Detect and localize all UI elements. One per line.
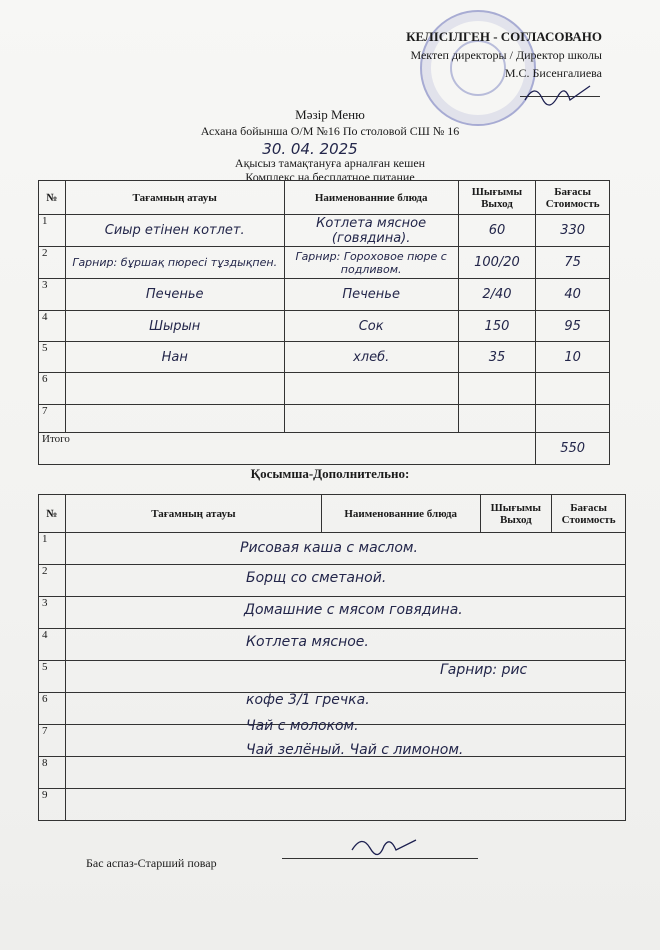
menu-date: 30. 04. 2025: [262, 140, 358, 158]
table-row: 3: [39, 597, 626, 629]
col-name-kz: Тағамның атауы: [65, 495, 321, 533]
col-price: Бағасы Стоимость: [552, 495, 626, 533]
table-row: 6: [39, 693, 626, 725]
add-item-7: Чай с молоком.: [246, 718, 359, 734]
menu-title: Мәзір Меню: [295, 107, 365, 122]
table-row: 3 Печенье Печенье 2/40 40: [39, 279, 610, 311]
director-signature: [520, 78, 600, 108]
table-row: 1 Сиыр етінен котлет. Котлета мясное (говядина). 60 330: [39, 215, 610, 247]
col-price: Бағасы Стоимость: [536, 181, 610, 215]
table-row: 7: [39, 725, 626, 757]
chef-signature: [350, 830, 420, 860]
additional-title: Қосымша-Дополнительно:: [250, 466, 410, 481]
add-item-1: Рисовая каша с маслом.: [240, 540, 418, 556]
table-row: 1: [39, 533, 626, 565]
col-number: №: [39, 495, 66, 533]
add-item-2: Борщ со сметаной.: [246, 570, 387, 586]
approval-block: [406, 28, 602, 82]
add-item-3: Домашние с мясом говядина.: [244, 602, 463, 618]
add-item-5: Гарнир: рис: [440, 662, 528, 678]
approval-position: Мектеп директоры / Директор школы: [410, 48, 602, 62]
add-item-6: кофе 3/1 гречка.: [246, 692, 370, 708]
col-number: №: [39, 181, 66, 215]
table-row: 2 Гарнир: бұршақ пюресі тұздықпен. Гарнир: Гороховое пюре с подливом. 100/20 75: [39, 247, 610, 279]
col-output: Шығымы Выход: [458, 181, 536, 215]
canteen-line: Асхана бойынша О/М №16 По столовой СШ № 16: [200, 124, 460, 138]
table-row: 9: [39, 789, 626, 821]
table-row: 4 Шырын Сок 150 95: [39, 311, 610, 342]
col-name-kz: Тағамның атауы: [65, 181, 284, 215]
table-row: 6: [39, 373, 610, 405]
col-output: Шығымы Выход: [480, 495, 552, 533]
table-row: 4: [39, 629, 626, 661]
table-row: 5 Нан хлеб. 35 10: [39, 342, 610, 373]
total-row: [39, 433, 610, 465]
approval-name: М.С. Бисенгалиева: [504, 66, 602, 80]
complex-kz: Ақысыз тамақтануға арналған кешен: [234, 156, 426, 170]
footer-chef-label: Бас аспаз-Старший повар: [86, 856, 217, 870]
col-name-ru: Наименованние блюда: [321, 495, 480, 533]
table-row: 5: [39, 661, 626, 693]
total-label: Итого: [39, 433, 536, 465]
table-row: 2: [39, 565, 626, 597]
total-value: 550: [536, 433, 610, 465]
complex-ru: Комплекс на бесплатное питание: [245, 170, 415, 184]
add-item-8: Чай зелёный. Чай с лимоном.: [246, 742, 464, 758]
table-row: 7: [39, 405, 610, 433]
approval-title: КЕЛІСІЛГЕН - СОГЛАСОВАНО: [406, 29, 602, 44]
main-menu-table: [38, 180, 610, 465]
add-item-4: Котлета мясное.: [246, 634, 369, 650]
col-name-ru: Наименованние блюда: [284, 181, 458, 215]
table-row: 8: [39, 757, 626, 789]
